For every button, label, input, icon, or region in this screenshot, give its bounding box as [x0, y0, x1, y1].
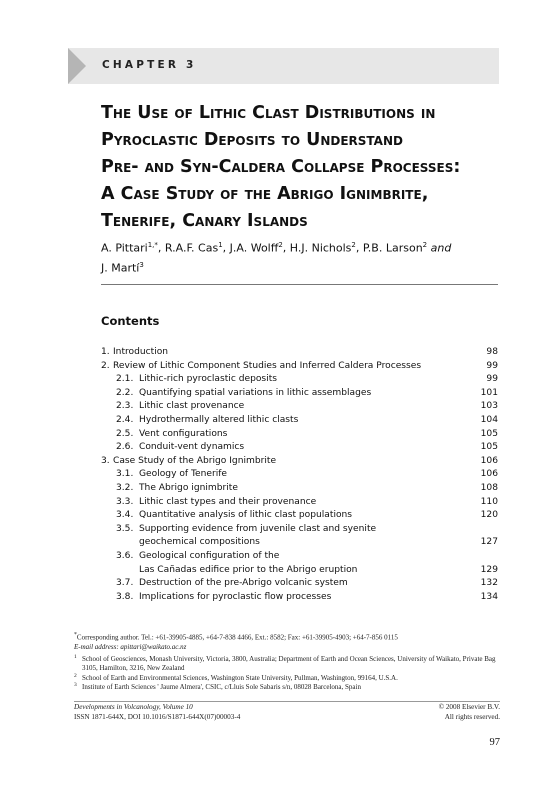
- toc-entry[interactable]: [101, 414, 498, 428]
- toc-entry[interactable]: [101, 373, 498, 387]
- toc-page: 120: [480, 510, 498, 521]
- footnote-mark: 2: [74, 672, 77, 679]
- toc-entry[interactable]: [101, 346, 498, 360]
- chapter-label: CHAPTER 3: [102, 59, 197, 71]
- toc-entry[interactable]: [101, 523, 498, 537]
- affiliation-text: School of Earth and Environmental Sciences, Washington State University, Pullman, Washington, 99164, U.S.A.: [82, 673, 398, 682]
- toc-entry[interactable]: [101, 591, 498, 605]
- toc-number: 3.3.: [116, 496, 134, 507]
- toc-title: Geology of Tenerife: [139, 469, 228, 480]
- author-affiliation-mark: 1,*: [147, 241, 158, 249]
- toc-title: Quantifying spatial variations in lithic assemblages: [139, 387, 372, 398]
- title-line: A Case Study of the Abrigo Ignimbrite,: [101, 184, 429, 204]
- toc-page: 134: [480, 591, 498, 602]
- title-line: Tenerife, Canary Islands: [101, 211, 308, 231]
- affiliation-text: School of Geosciences, Monash University, Victoria, 3800, Australia; Department of Earth and Ocean Sciences, University of Waikato, Private Bag 3105, Hamilton, 3216, New Zealand: [82, 654, 496, 673]
- publication-info: [74, 703, 500, 722]
- toc-number: 3.8.: [116, 591, 134, 602]
- footnote-mark: 1: [74, 653, 77, 660]
- toc-title: Supporting evidence from juvenile clast and syenite: [139, 523, 377, 534]
- toc-page: 105: [480, 442, 498, 453]
- toc-number: 3.7.: [116, 578, 134, 589]
- toc-number: 3.5.: [116, 523, 134, 534]
- title-line: The Use of Lithic Clast Distributions in: [101, 103, 436, 123]
- rights: All rights reserved.: [444, 712, 500, 721]
- toc-title: Vent configurations: [139, 428, 228, 439]
- toc-page: 127: [480, 537, 498, 548]
- toc-title: Lithic-rich pyroclastic deposits: [139, 374, 277, 385]
- toc-entry[interactable]: [101, 455, 498, 469]
- author-name: , R.A.F. Cas: [157, 241, 219, 255]
- corresponding-author-text: Corresponding author. Tel.: +61-39905-4885, +64-7-838 4466, Ext.: 8582; Fax: +61-39905-4903; +64-7-856 0115: [76, 633, 398, 642]
- toc-entry[interactable]: [101, 482, 498, 496]
- toc-entry[interactable]: [101, 360, 498, 374]
- email-address[interactable]: E-mail address: apittari@waikato.ac.nz: [74, 642, 187, 651]
- toc-number: 2.5.: [116, 428, 134, 439]
- toc-page: 99: [486, 374, 498, 385]
- toc-title: Quantitative analysis of lithic clast populations: [139, 510, 353, 521]
- toc-page: 132: [480, 578, 498, 589]
- toc-title: Destruction of the pre-Abrigo volcanic system: [139, 578, 348, 589]
- toc-page: 129: [480, 564, 498, 575]
- author-name: A. Pittari: [101, 241, 148, 255]
- toc-entry[interactable]: [101, 496, 498, 510]
- toc-number: 3.1.: [116, 469, 134, 480]
- toc-title: Lithic clast types and their provenance: [139, 496, 317, 507]
- contents-heading: Contents: [101, 314, 160, 328]
- toc-number: 2.4.: [116, 414, 134, 425]
- toc-title: Implications for pyroclastic flow processes: [139, 591, 332, 602]
- footnote-mark: *: [74, 632, 77, 638]
- toc-entry-continuation[interactable]: [101, 564, 498, 578]
- toc-title: Las Cañadas edifice prior to the Abrigo eruption: [139, 564, 358, 575]
- author-name: , J.A. Wolff: [222, 241, 279, 255]
- toc-entry[interactable]: [101, 441, 498, 455]
- toc-number: 1.: [101, 347, 110, 357]
- toc-entry[interactable]: [101, 400, 498, 414]
- toc-page: 104: [480, 414, 498, 425]
- toc-title: Geological configuration of the: [139, 550, 280, 561]
- toc-number: 3.: [101, 455, 110, 466]
- toc-title: Conduit-vent dynamics: [139, 442, 245, 453]
- toc-number: 2.2.: [116, 387, 134, 398]
- toc-page: 110: [480, 496, 498, 507]
- toc-page: 105: [480, 428, 498, 439]
- toc-number: 3.4.: [116, 510, 134, 521]
- author-name: , H.J. Nichols: [282, 241, 352, 255]
- corresponding-author-note: [74, 631, 500, 652]
- toc-number: 2.6.: [116, 442, 134, 453]
- toc-page: 106: [480, 455, 498, 466]
- title-line: Pre- and Syn-Caldera Collapse Processes:: [101, 157, 461, 177]
- toc-page: 99: [486, 360, 498, 371]
- toc-title: Case Study of the Abrigo Ignimbrite: [113, 455, 277, 466]
- affiliation-text: Institute of Earth Sciences ' Jaume Almera', CSIC, c/Lluis Sole Sabaris s/n, 08028 Barcelona, Spain: [82, 682, 361, 691]
- affiliation: [74, 683, 500, 692]
- affiliation: [74, 655, 500, 674]
- author-name: J. Martí: [101, 261, 140, 275]
- copyright: © 2008 Elsevier B.V.: [438, 703, 500, 711]
- series-info: Developments in Volcanology, Volume 10: [74, 703, 193, 711]
- table-of-contents: [101, 346, 498, 604]
- toc-page: 98: [486, 347, 498, 357]
- toc-number: 2.: [101, 360, 110, 371]
- toc-title: geochemical compositions: [139, 537, 260, 548]
- toc-page: 101: [480, 387, 498, 398]
- divider: [101, 284, 498, 285]
- author-name: , P.B. Larson: [355, 241, 423, 255]
- toc-number: 2.1.: [116, 374, 134, 385]
- toc-page: 106: [480, 469, 498, 480]
- author-conjunction: and: [430, 241, 452, 255]
- author-affiliation-mark: 2: [422, 241, 428, 249]
- toc-title: Hydrothermally altered lithic clasts: [139, 414, 299, 425]
- footnotes: [74, 631, 500, 692]
- toc-number: 2.3.: [116, 401, 134, 412]
- author-list: [101, 237, 511, 276]
- toc-title: Introduction: [113, 347, 169, 357]
- footnote-mark: 3: [74, 681, 77, 688]
- toc-title: The Abrigo ignimbrite: [139, 482, 238, 493]
- toc-number: 3.2.: [116, 482, 134, 493]
- toc-entry[interactable]: [101, 509, 498, 523]
- toc-entry[interactable]: [101, 550, 498, 564]
- toc-entry[interactable]: [101, 387, 498, 401]
- author-affiliation-mark: 2: [278, 241, 283, 249]
- affiliation: [74, 674, 500, 683]
- page-number: 97: [489, 737, 500, 748]
- toc-page: 103: [480, 401, 498, 412]
- issn-doi: ISSN 1871-644X, DOI 10.1016/S1871-644X(07)00003-4: [74, 712, 241, 721]
- author-affiliation-mark: 3: [139, 260, 144, 269]
- chapter-title: [101, 100, 521, 235]
- toc-entry-continuation[interactable]: [101, 536, 498, 550]
- author-affiliation-mark: 2: [351, 241, 356, 249]
- toc-page: 108: [480, 482, 498, 493]
- chapter-arrow-icon: [68, 48, 86, 84]
- toc-title: Lithic clast provenance: [139, 401, 245, 412]
- author-affiliation-mark: 1: [218, 241, 223, 249]
- title-line: Pyroclastic Deposits to Understand: [101, 130, 403, 150]
- toc-entry[interactable]: [101, 468, 498, 482]
- toc-number: 3.6.: [116, 550, 134, 561]
- divider: [74, 701, 500, 702]
- toc-title: Review of Lithic Component Studies and Inferred Caldera Processes: [113, 360, 422, 371]
- toc-entry[interactable]: [101, 577, 498, 591]
- toc-entry[interactable]: [101, 428, 498, 442]
